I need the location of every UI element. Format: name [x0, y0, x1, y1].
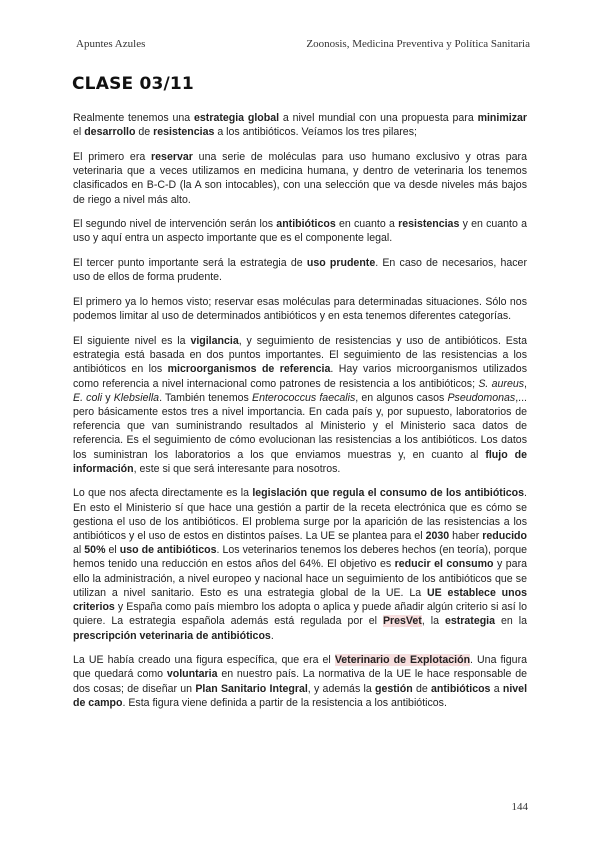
text: . En caso de necesarios, hacer uso de ellos de forma prudente.	[73, 257, 527, 284]
paragraph-6	[73, 334, 527, 476]
text: de	[412, 682, 431, 695]
bold-text: reservar	[151, 150, 193, 163]
text: . En esto el Ministerio sí que hace una gestión a partir de la receta electrónica que es cómo se gestiona el uso de los antibióticos. El problema surge por la aparición de las resistencias a los antibióticos y el uso de estos en distintos países. La UE se plantea para el	[73, 487, 527, 543]
text: . Una figura que quedará como	[73, 654, 527, 681]
bold-text: resistencias	[153, 126, 215, 139]
paragraph-2	[73, 150, 527, 207]
bold-text: nivel de campo	[73, 682, 528, 709]
bold-text: voluntaria	[166, 668, 218, 681]
text: y para ello la administración, a nivel europeo y nacional hace un seguimiento de los antibióticos que se utilizan a nivel sanitario. Esto es una estrategia global de la UE. La	[73, 558, 527, 599]
text: . Esta figura viene definida a partir de la resistencia a los antibióticos.	[122, 696, 447, 709]
paragraph-4	[73, 256, 527, 284]
text: y	[102, 391, 114, 404]
bold-text: minimizar	[477, 112, 528, 124]
text: en cuanto a	[335, 218, 399, 231]
text: el	[105, 544, 120, 557]
italic-text: Enterococcus faecalis	[252, 391, 356, 404]
highlighted-text: PresVet	[382, 615, 422, 628]
text: La UE había creado una figura específica, que era el	[73, 654, 335, 667]
bold-text: estrategia	[444, 615, 496, 628]
paragraph-1	[73, 111, 527, 139]
bold-text: UE establece unos criterios	[73, 586, 527, 614]
bold-text: antibióticos	[276, 218, 336, 231]
text: El primero era	[73, 150, 152, 163]
text: , la	[421, 615, 445, 628]
text: El tercer punto importante será la estrategia de	[73, 257, 307, 270]
bold-text: 50%	[84, 544, 106, 557]
text: El primero ya lo hemos visto; reservar esas moléculas para determinadas situaciones. Sólo nos podemos limitar al uso de determinados antibióticos y en esta tenemos diferentes categorías.	[73, 296, 527, 323]
bold-text: reducido	[482, 530, 527, 543]
text: .	[270, 629, 274, 642]
text: y en cuanto a uso y aquí entra un aspecto importante que es el componente legal.	[73, 218, 527, 245]
bold-text: estrategia global	[194, 112, 280, 124]
document-body	[73, 111, 527, 721]
text: ,	[524, 377, 527, 390]
text: de	[135, 126, 154, 139]
text: , en algunos casos	[355, 391, 448, 404]
text: . También tenemos	[159, 391, 253, 404]
bold-text: gestión	[375, 682, 413, 695]
highlighted-text: Veterinario de Explotación	[334, 654, 471, 667]
text: . Hay varios microorganismos utilizados como referencia a nivel internacional como patrones de resistencia a los antibióticos;	[73, 363, 527, 390]
text: , y además la	[307, 682, 376, 695]
italic-text: Klebsiella	[113, 391, 160, 404]
bold-text: vigilancia	[190, 334, 239, 347]
bold-text: desarrollo	[84, 126, 136, 139]
bold-text: Plan Sanitario Integral	[195, 682, 308, 695]
bold-text: uso de antibióticos	[119, 544, 217, 557]
paragraph-3	[73, 217, 527, 245]
text: Lo que nos afecta directamente es la	[73, 487, 253, 500]
text: en la	[495, 615, 528, 628]
text: ,... pero básicamente estos tres a nivel importancia. En cada país y, por supuesto, laboratorios de referencia que van suministrando resultados al Ministerio y el Ministerio saca datos de referencia. Es el seguimiento de cómo evolucionan las resistencias a los antibióticos. Los datos los suministran los laboratorios a los que enviamos muestras y, en cuanto al	[73, 391, 527, 461]
text: El siguiente nivel es la	[73, 334, 191, 347]
text: en nuestro país. La normativa de la UE le hace responsable de dos cosas; de diseñar un	[73, 668, 527, 695]
text: al	[73, 544, 85, 557]
text: el	[73, 126, 85, 139]
text: , y seguimiento de resistencias y uso de antibióticos. Esta estrategia está basada en dos puntos importantes. El seguimiento de las resistencias a los antibióticos en los	[73, 334, 528, 376]
bold-text: antibióticos	[431, 682, 491, 695]
text: a nivel mundial con una propuesta para	[279, 112, 478, 124]
text: y España como país miembro los adopta o aplica y puede añadir algún criterio si así lo quiere. La estrategia española además está regulada por el	[73, 601, 527, 628]
bold-text: resistencias	[398, 218, 460, 231]
paragraph-5	[73, 295, 527, 323]
bold-text: prescripción veterinaria de antibióticos	[73, 629, 271, 642]
bold-text: legislación que regula el consumo de los antibióticos	[252, 487, 525, 500]
text: haber	[449, 530, 483, 543]
text: una serie de moléculas para uso humano exclusivo y otras para veterinaria que a veces utilizamos en medicina humana, y dentro de veterinaria los tenemos clasificados en B-C-D (la A son intocables), con una selección que va desde niveles más bajos de riego a nivel más alto.	[73, 150, 527, 206]
text: El segundo nivel de intervención serán los	[73, 218, 277, 231]
page-number: 144	[511, 801, 528, 813]
paragraph-7	[73, 486, 527, 642]
italic-text: S. aureus	[478, 377, 525, 390]
italic-text: Pseudomonas	[447, 391, 516, 404]
text: a	[490, 682, 503, 695]
bold-text: reducir el consumo	[394, 558, 494, 571]
paragraph-8	[73, 653, 527, 710]
header-right: Zoonosis, Medicina Preventiva y Política Sanitaria	[306, 38, 530, 50]
text: Realmente tenemos una	[73, 112, 195, 124]
text: a los antibióticos. Veíamos los tres pilares;	[214, 126, 417, 139]
bold-text: uso prudente	[306, 257, 376, 270]
header-left: Apuntes Azules	[76, 38, 146, 50]
bold-text: 2030	[425, 530, 450, 543]
bold-text: microorganismos de referencia	[167, 363, 331, 376]
italic-text: E. coli	[73, 391, 103, 404]
text: . Los veterinarios tenemos los deberes hechos (en teoría), porque hemos tenido una reducción en estos años del 64%. El objetivo es	[73, 544, 528, 571]
bold-text: flujo de información	[73, 448, 527, 475]
text: , este si que será interesante para nosotros.	[133, 462, 341, 475]
page-title: CLASE 03/11	[72, 74, 194, 94]
